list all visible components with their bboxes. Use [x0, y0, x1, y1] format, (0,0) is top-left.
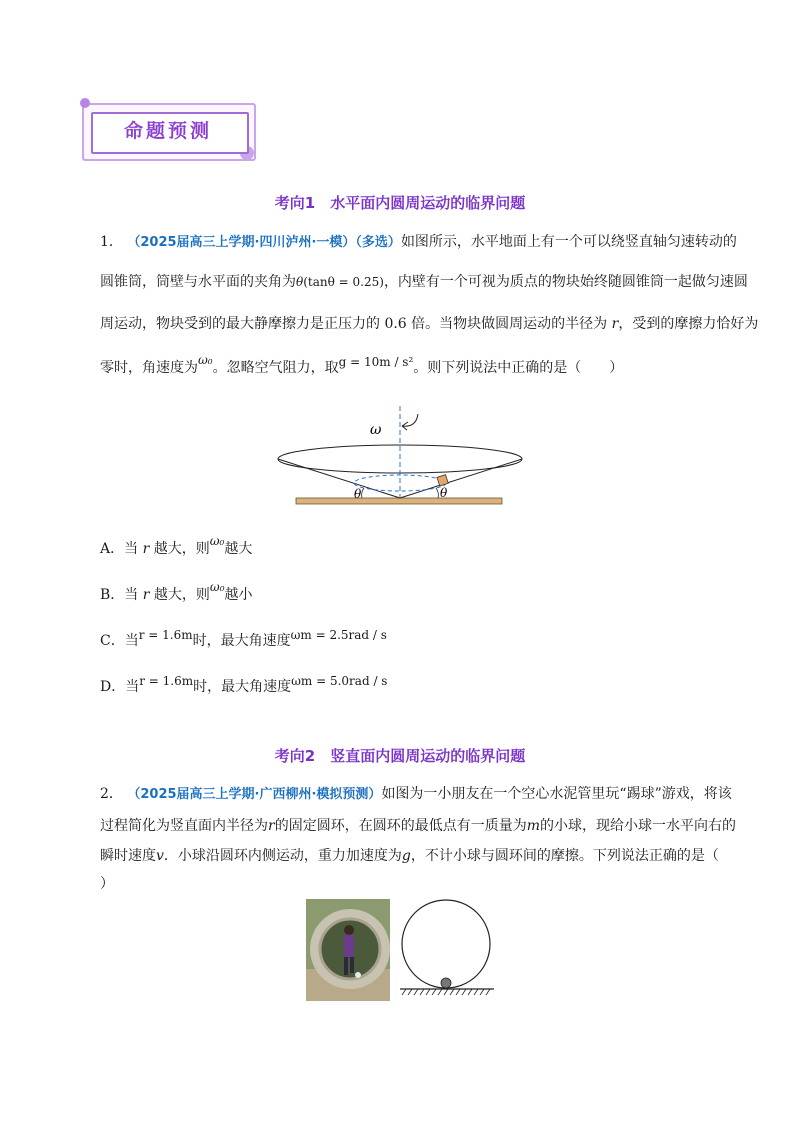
q1-line3-a: 周运动，物块受到的最大静摩擦力是正压力的 0.6 倍。当物块做圆周运动的半径为 — [100, 316, 612, 332]
q2-line3-b: ．小球沿圆环内侧运动，重力加速度为 — [163, 848, 402, 864]
q2-r: r — [268, 818, 275, 834]
child-leg-left — [344, 957, 348, 975]
q1-g-value: g = 10m / s² — [338, 355, 414, 369]
child-head — [344, 925, 354, 935]
q1-option-a[interactable] — [100, 534, 253, 558]
section-title-2: 考向2 竖直面内圆周运动的临界问题 — [274, 747, 526, 765]
q1-line4-a: 零时，角速度为 — [100, 360, 198, 376]
q1-line-2 — [100, 272, 748, 292]
angle-arc-right — [436, 488, 438, 498]
q2-line2-b: 的固定圆环，在圆环的最低点有一质量为 — [274, 818, 527, 834]
option-c-prefix: C．当 — [100, 633, 139, 649]
omega-label: ω — [370, 422, 382, 438]
q2-line4: ） — [100, 876, 114, 892]
pipe-photo-art — [306, 899, 390, 1001]
small-ball — [441, 978, 451, 988]
q2-line2-c: 的小球，现给小球一水平向右的 — [539, 818, 736, 834]
cone-left-wall — [278, 459, 400, 498]
pipe-photo — [306, 899, 390, 1001]
option-c-mid: 时，最大角速度 — [192, 633, 291, 649]
option-d-mid: 时，最大角速度 — [193, 679, 292, 695]
q2-line2-a: 过程简化为竖直面内半径为 — [100, 818, 268, 834]
option-b-prefix: B．当 — [100, 587, 143, 603]
q1-line4-b: 。忽略空气阻力，取 — [212, 360, 339, 376]
option-a-omega: ω₀ — [209, 534, 225, 548]
ground-hatching — [402, 989, 490, 995]
option-d-prefix: D．当 — [100, 679, 140, 695]
q1-omega0: ω₀ — [198, 353, 213, 367]
option-a-mid: 越大，则 — [149, 541, 210, 557]
theta-label-right: θ — [440, 486, 448, 500]
q1-line-1 — [100, 232, 737, 253]
q1-line-3 — [100, 314, 759, 334]
sparkle-icon — [80, 98, 90, 108]
q1-option-d[interactable] — [100, 676, 387, 696]
q1-line2-a: 圆锥筒，筒壁与水平面的夹角为 — [100, 274, 296, 290]
option-c-radius: r = 1.6m — [138, 628, 193, 642]
q1-option-c[interactable] — [100, 630, 387, 650]
cone-figure — [270, 402, 530, 514]
q1-option-b[interactable] — [100, 580, 253, 604]
q1-line-4 — [100, 353, 720, 378]
option-b-r: r — [142, 587, 150, 603]
q2-line-3 — [100, 846, 720, 866]
option-b-mid: 越大，则 — [149, 587, 210, 603]
cone-right-wall — [400, 459, 522, 498]
q2-source: （2025届高三上学期·广西柳州·模拟预测） — [127, 787, 382, 802]
ground-plate — [296, 498, 502, 504]
option-d-radius: r = 1.6m — [139, 674, 194, 688]
section-title-1: 考向1 水平面内圆周运动的临界问题 — [274, 194, 526, 212]
q1-theta: θ — [296, 275, 304, 289]
q1-line4-c: 。则下列说法中正确的是（ ） — [413, 360, 624, 376]
option-b-end: 越小 — [224, 587, 253, 603]
q2-m: m — [526, 818, 540, 834]
q2-line-2 — [100, 816, 736, 836]
option-d-omega: ωm = 5.0rad / s — [291, 674, 388, 688]
ring-circle — [402, 900, 490, 988]
q2-g: g — [401, 848, 411, 864]
child-body — [344, 935, 354, 957]
child-leg-right — [350, 957, 354, 973]
header-badge-title: 命题预测 — [123, 120, 212, 142]
q1-line1-text: 如图所示，水平地面上有一个可以绕竖直轴匀速转动的 — [400, 234, 737, 250]
block-on-wall — [437, 475, 448, 486]
angle-arc-left — [362, 488, 364, 498]
option-a-r: r — [142, 541, 150, 557]
q2-number: 2． — [100, 786, 123, 802]
q1-line2-b: ，内壁有一个可视为质点的物块始终随圆锥筒一起做匀速圆 — [383, 274, 748, 290]
q1-tan-condition: (tanθ = 0.25) — [303, 275, 384, 289]
q1-source: （2025届高三上学期·四川泸州·一模）（多选） — [127, 235, 401, 250]
theta-label-left: θ — [354, 487, 362, 501]
option-a-end: 越大 — [224, 541, 253, 557]
ball — [355, 972, 361, 978]
q2-line3-a: 瞬时速度 — [100, 848, 156, 864]
q2-line-1 — [100, 784, 732, 805]
q2-v: v — [156, 848, 164, 864]
q2-line-4 — [100, 874, 720, 894]
q1-line3-b: ，受到的摩擦力恰好为 — [618, 316, 759, 332]
q1-r: r — [611, 316, 619, 332]
q1-number: 1． — [100, 234, 123, 250]
q2-line1-text: 如图为一小朋友在一个空心水泥管里玩“踢球”游戏，将该 — [381, 786, 732, 802]
option-c-omega: ωm = 2.5rad / s — [290, 628, 387, 642]
option-a-prefix: A．当 — [100, 541, 143, 557]
ring-diagram — [396, 896, 502, 1002]
q2-line3-c: ，不计小球与圆环间的摩擦。下列说法正确的是（ — [410, 848, 719, 864]
option-b-omega: ω₀ — [209, 580, 225, 594]
